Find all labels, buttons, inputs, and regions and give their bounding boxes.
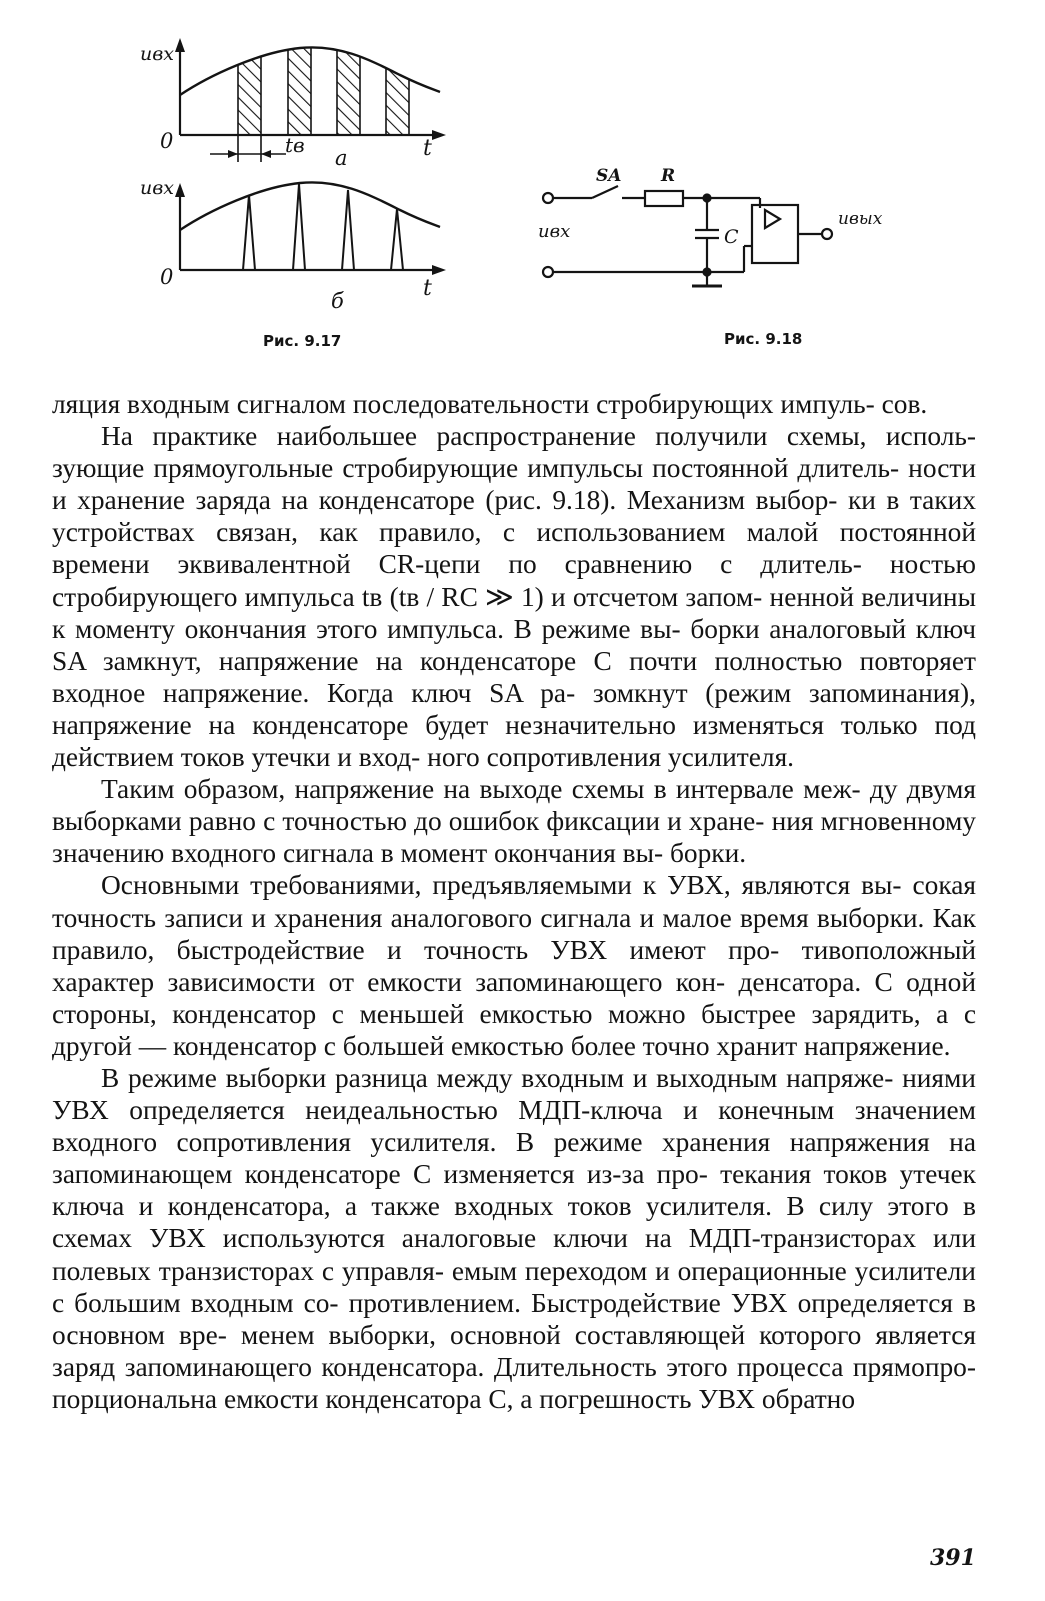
line: борки аналоговый ключ SA замкнут, напряжение на конденсаторе C [52, 613, 976, 676]
fig917-plot-a [140, 38, 446, 170]
line: почти полностью повторяет входное напряжение. Когда ключ SA ра- [52, 645, 976, 708]
sample-strip [386, 40, 409, 135]
input-terminal-top [543, 193, 553, 203]
plot-b-origin: 0 [160, 265, 174, 289]
plot-a-sample-strips [238, 40, 409, 135]
plot-b-sample-spike [293, 184, 305, 270]
switch-sa-blade [592, 186, 618, 198]
paragraph-5 [52, 1062, 976, 1415]
paragraph-3 [52, 773, 976, 869]
line: сов. [881, 389, 928, 419]
input-label: uвх [538, 221, 571, 242]
line: выборки. Как правило, быстродействие и точность УВХ имеют про- [52, 902, 976, 965]
paragraph-4 [52, 869, 976, 1062]
line: зующие прямоугольные стробирующие импульсы постоянной длитель- [52, 453, 900, 484]
junction-dot [704, 269, 711, 276]
fig918-circuit [543, 186, 832, 286]
line: ности и хранение заряда на конденсаторе (рис. 9.18). Механизм выбор- [52, 453, 976, 516]
figures-svg [0, 0, 1045, 370]
line: зомкнут (режим запоминания), напряжение на конденсаторе будет [52, 677, 976, 740]
line: ного сопротивления усилителя. [427, 742, 795, 773]
line: ностью стробирующего импульса tв (tв / RC ≫ 1) и отсчетом запом- [52, 549, 976, 612]
line: значением входного сопротивления усилителя. В режиме хранения [52, 1095, 976, 1158]
sample-strip [238, 40, 261, 135]
line: На практике наибольшее распространение получили схемы, исполь- [101, 421, 976, 452]
plot-b-y-arrow [175, 183, 185, 197]
line: ненной величины к моменту окончания этого импульса. В режиме вы- [52, 581, 976, 644]
line: запоминающего конденсатора. Длительность этого процесса прямопро- [124, 1351, 976, 1382]
line: борки. [669, 838, 747, 869]
plot-b-signal-curve [180, 182, 440, 230]
plot-b-sample-spike [342, 190, 354, 270]
line: постоянной времени эквивалентной CR-цепи по сравнению с длитель- [52, 517, 976, 580]
tv-dim-arrow [261, 150, 271, 158]
paragraph-2 [52, 420, 976, 773]
fig917-plot-b [140, 177, 446, 313]
line: порциональна емкости конденсатора C, а погрешность УВХ обратно [52, 1383, 856, 1414]
line: Основными требованиями, предъявляемыми к УВХ, являются вы- [101, 870, 902, 901]
sample-strip [288, 40, 311, 135]
paragraph-1 [52, 388, 976, 420]
line: ния мгновенному значению входного сигнала в момент окончания вы- [52, 806, 976, 869]
plot-b-y-label: uвх [140, 177, 175, 199]
line: В режиме выборки разница между входным и выходным напряже- [101, 1062, 894, 1093]
line: быстрее зарядить, а с другой — конденсатор с большей емкостью [52, 998, 976, 1061]
output-label: uвых [838, 209, 883, 229]
plot-b-sub-label: б [331, 289, 344, 313]
line: емым переходом и операционные усилители с большим входным со- [52, 1255, 976, 1318]
resistor-label: R [661, 166, 676, 186]
plot-a-x-arrow [432, 130, 446, 140]
plot-b-sample-spike [243, 195, 255, 270]
fig918-caption: Рис. 9.18 [724, 330, 803, 348]
line: текания токов утечек ключа и конденсатора, а также входных токов [52, 1159, 976, 1222]
plot-a-origin: 0 [160, 129, 174, 153]
plot-a-y-label: uвх [140, 43, 175, 65]
plot-a-x-label: t [423, 136, 432, 161]
capacitor-label: C [724, 226, 739, 248]
line: сокая точность записи и хранения аналогового сигнала и малое время [52, 870, 976, 933]
tv-dim-arrow [228, 150, 238, 158]
line: напряжения на запоминающем конденсаторе C изменяется из-за про- [52, 1127, 976, 1190]
plot-a-width-label: tв [285, 133, 305, 157]
line: более точно хранит напряжение. [570, 1030, 951, 1061]
line: менем выборки, основной составляющей которого является заряд [52, 1319, 976, 1382]
output-terminal [822, 229, 832, 239]
fig917-caption: Рис. 9.17 [263, 332, 342, 350]
switch-label: SA [596, 166, 622, 186]
line: ки в таких устройствах связан, как правило, с использованием малой [52, 485, 976, 548]
line: ключи на МДП-транзисторах или полевых транзисторах с управля- [52, 1223, 976, 1286]
line: ниями УВХ определяется неидеальностью МДП-ключа и конечным [52, 1062, 976, 1126]
line: денсатора. С одной стороны, конденсатор с меньшей емкостью можно [52, 966, 976, 1029]
plot-b-x-label: t [423, 276, 432, 301]
plot-a-sub-label: а [335, 146, 348, 170]
plot-a-y-arrow [175, 38, 185, 52]
line: ляция входным сигналом последовательности стробирующих импуль- [52, 389, 875, 419]
figures-area [0, 0, 1045, 370]
input-terminal-bottom [543, 267, 553, 277]
plot-b-x-arrow [432, 265, 446, 275]
page-number: 391 [930, 1545, 976, 1571]
line: тивоположный характер зависимости от емкости запоминающего кон- [52, 934, 977, 997]
line: Таким образом, напряжение на выходе схемы в интервале меж- [101, 774, 861, 805]
line: противлением. Быстродействие УВХ определяется в основном вре- [52, 1287, 976, 1350]
line: усилителя. В силу этого в схемах УВХ используются аналоговые [52, 1191, 976, 1254]
plot-b-sample-spike [391, 209, 403, 270]
line: ду двумя выборками равно с точностью до ошибок фиксации и хране- [52, 774, 976, 837]
line: незначительно изменяться только под действием токов утечки и вход- [52, 709, 976, 773]
body-text [52, 388, 976, 1415]
amplifier-triangle [765, 210, 780, 228]
resistor-r [645, 191, 683, 206]
amplifier-box [752, 205, 798, 263]
